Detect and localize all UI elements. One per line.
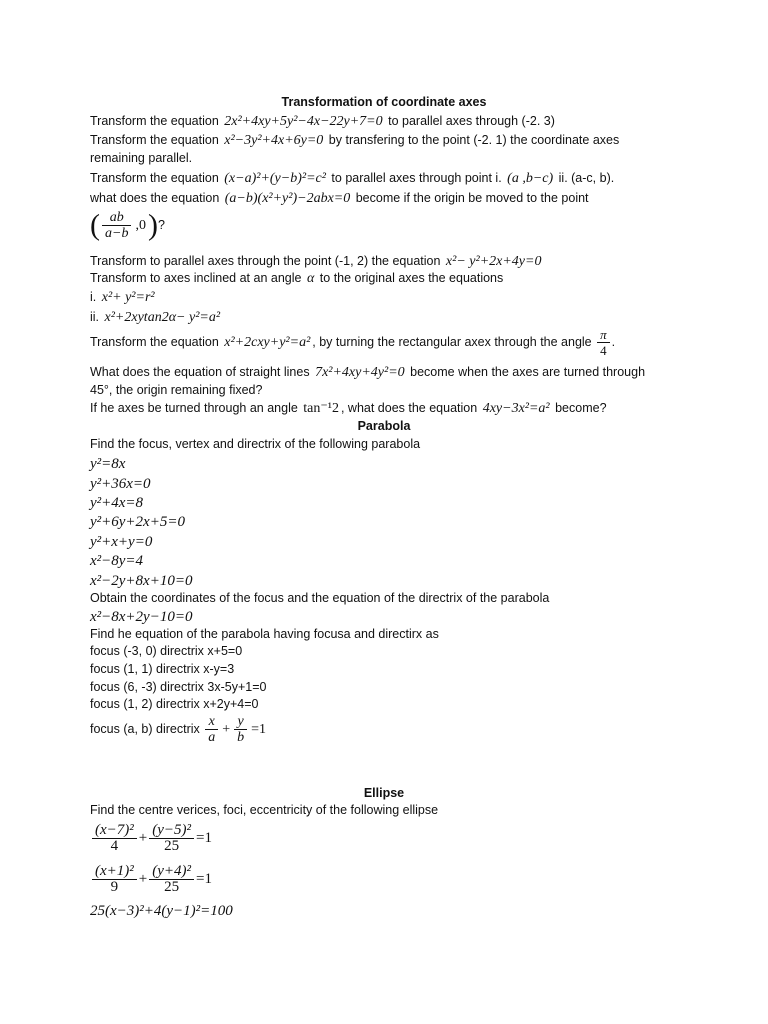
ellipse-equation-1: $\frac{\text{(x−7)²}}{4}$ + $\frac{\text{(y−5)²}}{25}$ =1 (90, 819, 212, 857)
point: (a ,b−c) (507, 171, 554, 186)
ellipse-equation-3: 25(x−3)²+4(y−1)²=100 (90, 903, 233, 919)
fraction: $\frac{\text{(y+4)²}}{25}$ (149, 864, 194, 895)
angle: tan⁻¹2 (303, 401, 339, 416)
question-4: what does the equation (a−b)(x²+y²)−2abx=0 become if the origin be moved to the point (90, 191, 589, 206)
equation: x²− y²+2x+4y=0 (445, 254, 542, 269)
question-6-part-i: i. x²+ y²=r² (90, 290, 155, 305)
parabola-intro: Find the focus, vertex and directrix of the following parabola (90, 437, 421, 451)
parabola-obtain: Obtain the coordinates of the focus and the equation of the directrix of the parabola (90, 591, 550, 605)
parabola-equation: x²−2y+8x+10=0 (90, 573, 193, 589)
parabola-equation: y²=8x (90, 456, 126, 472)
fraction: $\frac{y}{b}$ (234, 714, 247, 745)
equation: 7x²+4xy+4y²=0 (315, 365, 405, 380)
equation: x²+2cxy+y²=a² (224, 335, 311, 350)
question-2: Transform the equation x²−3y²+4x+6y=0 by transfering to the point (-2. 1) the coordinate axes (90, 133, 620, 148)
parabola-obtain-equation: x²−8x+2y−10=0 (90, 609, 193, 625)
fraction: $\frac{\pi}{4}$ (597, 327, 610, 358)
focus-directrix-item: focus (-3, 0) directrix x+5=0 (90, 644, 243, 658)
equation: 4xy−3x²=a² (482, 401, 550, 416)
fraction: $\frac{x}{a}$ (205, 714, 218, 745)
focus-directrix-item: focus (6, -3) directrix 3x-5y+1=0 (90, 680, 267, 694)
question-9: If he axes be turned through an angle tan⁻¹2 , what does the equation 4xy−3x²=a² become? (90, 401, 607, 416)
parabola-equation: y²+4x=8 (90, 495, 144, 511)
parabola-equation: y²+36x=0 (90, 476, 151, 492)
ellipse-intro: Find the centre verices, foci, eccentricity of the following ellipse (90, 803, 439, 817)
parabola-equation: y²+x+y=0 (90, 534, 153, 550)
fraction: $\frac{\text{(x+1)²}}{9}$ (92, 864, 137, 895)
parabola-find-equation: Find he equation of the parabola having focusa and directirx as (90, 627, 439, 641)
parabola-equation: x²−8y=4 (90, 553, 144, 569)
fraction: $\frac{\text{(y−5)²}}{25}$ (149, 823, 194, 854)
fraction: $\frac{\text{(x−7)²}}{4}$ (92, 823, 137, 854)
section-title-ellipse: Ellipse (363, 786, 405, 800)
parabola-equation: y²+6y+2x+5=0 (90, 514, 185, 530)
ellipse-equation-2: $\frac{\text{(x+1)²}}{9}$ + $\frac{\text{(y+4)²}}{25}$ =1 (90, 860, 212, 898)
fraction: $\frac{ab}{a-b}$ (102, 210, 131, 241)
equation: x²+2xytan2α− y²=a² (104, 310, 221, 325)
question-4-point: ( $\frac{ab}{a-b}$ ,0)? (90, 208, 165, 242)
equation: x²+ y²=r² (101, 290, 155, 305)
section-title-transformation: Transformation of coordinate axes (281, 95, 487, 109)
focus-directrix-item: focus (1, 2) directrix x+2y+4=0 (90, 697, 259, 711)
question-5: Transform to parallel axes through the point (-1, 2) the equation x²− y²+2x+4y=0 (90, 254, 542, 269)
equation: x²−3y²+4x+6y=0 (224, 133, 324, 148)
equation: (a−b)(x²+y²)−2abx=0 (224, 191, 351, 206)
question-6: Transform to axes inclined at an angle α to the original axes the equations (90, 271, 504, 286)
question-1: Transform the equation 2x²+4xy+5y²−4x−22y+7=0 to parallel axes through (-2. 3) (90, 114, 555, 129)
question-3: Transform the equation (x−a)²+(y−b)²=c² to parallel axes through point i. (a ,b−c) ii. (a-c, b). (90, 171, 615, 186)
question-6-part-ii: ii. x²+2xytan2α− y²=a² (90, 310, 221, 325)
section-title-parabola: Parabola (357, 419, 411, 433)
question-8-continued: 45°, the origin remaining fixed? (90, 383, 263, 397)
equation: 2x²+4xy+5y²−4x−22y+7=0 (224, 114, 383, 129)
focus-directrix-item: focus (1, 1) directrix x-y=3 (90, 662, 235, 676)
focus-directrix-item-last: focus (a, b) directrix $\frac{x}{a}$ + $\frac{y}{b}$ =1 (90, 714, 267, 746)
question-2-continued: remaining parallel. (90, 151, 193, 165)
question-8: What does the equation of straight lines 7x²+4xy+4y²=0 become when the axes are turned through (90, 365, 646, 380)
question-7: Transform the equation x²+2cxy+y²=a² , by turning the rectangular axex through the angle $\frac{\pi}{4}$ . (90, 327, 616, 359)
equation: (x−a)²+(y−b)²=c² (224, 171, 326, 186)
